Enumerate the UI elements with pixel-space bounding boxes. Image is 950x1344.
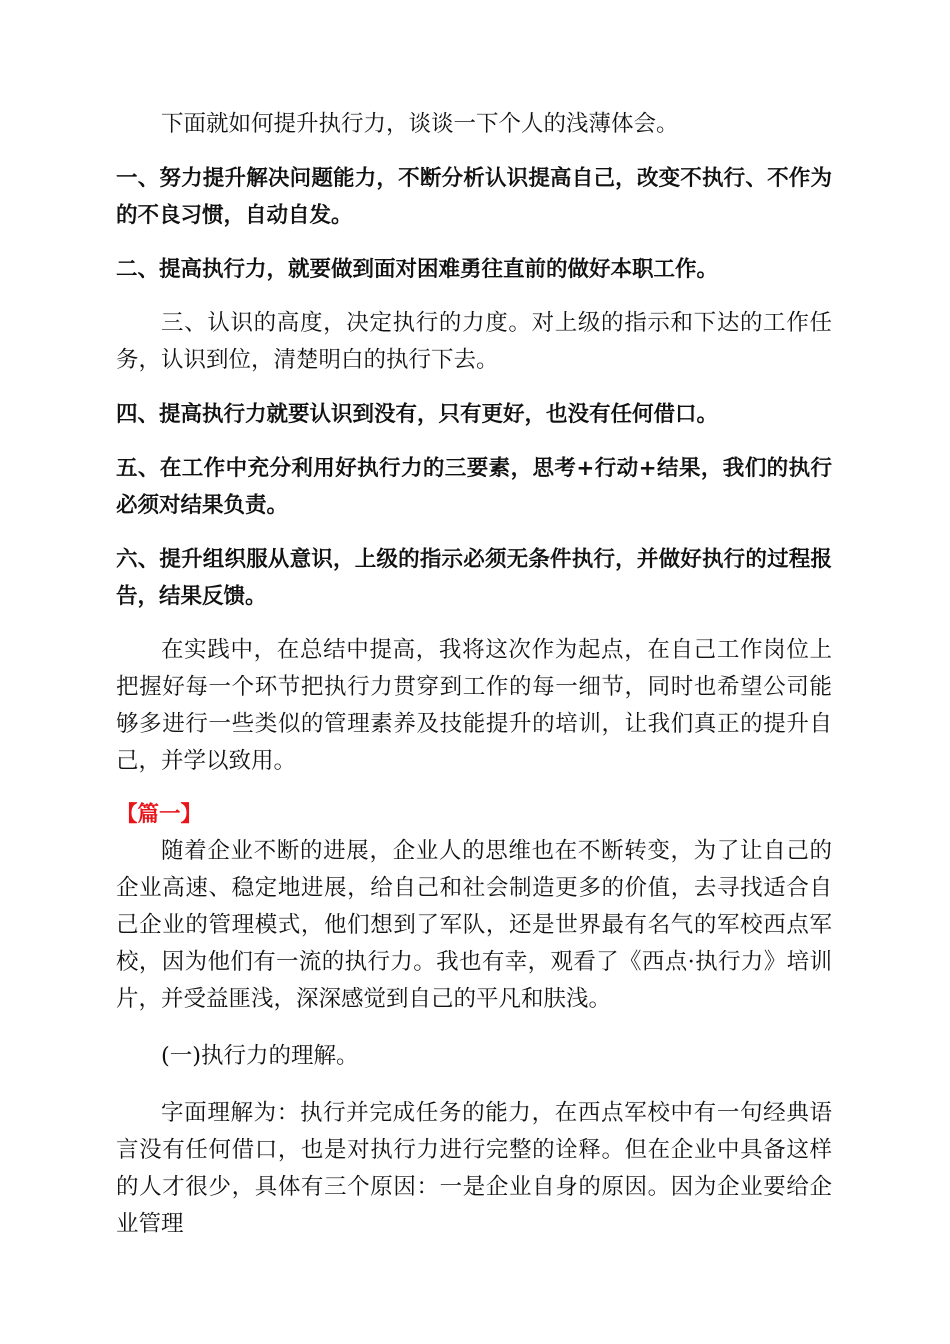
document-page [116, 106, 832, 1243]
paragraph-definition: 字面理解为：执行并完成任务的能力，在西点军校中有一句经典语言没有任何借口，也是对执行力进行完整的诠释。但在企业中具备这样的人才很少，具体有三个原因：一是企业自身的原因。因为企业要给企业管理 [116, 1100, 832, 1237]
paragraph-section-body: 随着企业不断的进展，企业人的思维也在不断转变，为了让自己的企业高速、稳定地进展，给自己和社会制造更多的价值，去寻找适合自己企业的管理模式，他们想到了军队，还是世界最有名气的军校西点军校，因为他们有一流的执行力。我也有幸，观看了《西点·执行力》培训片，并受益匪浅，深深感觉到自己的平凡和肤浅。 [116, 838, 832, 1012]
paragraph-subheading: (一)执行力的理解。 [161, 1043, 359, 1069]
paragraph-point-6: 六、提升组织服从意识，上级的指示必须无条件执行，并做好执行的过程报告，结果反馈。 [116, 547, 832, 609]
paragraph-intro: 下面就如何提升执行力，谈谈一下个人的浅薄体会。 [161, 111, 679, 137]
paragraph-point-3: 三、认识的高度，决定执行的力度。对上级的指示和下达的工作任务，认识到位，清楚明白的执行下去。 [116, 310, 832, 373]
paragraph-point-1: 一、努力提升解决问题能力，不断分析认识提高自己，改变不执行、不作为的不良习惯，自动自发。 [116, 166, 832, 228]
section-heading: 【篇一】 [116, 802, 203, 827]
paragraph-point-2: 二、提高执行力，就要做到面对困难勇往直前的做好本职工作。 [116, 257, 719, 282]
paragraph-conclusion: 在实践中，在总结中提高，我将这次作为起点，在自己工作岗位上把握好每一个环节把执行力贯穿到工作的每一细节，同时也希望公司能够多进行一些类似的管理素养及技能提升的培训，让我们真正的提升自己，并学以致用。 [116, 637, 832, 774]
paragraph-point-4: 四、提高执行力就要认识到没有，只有更好，也没有任何借口。 [116, 402, 719, 427]
paragraph-point-5: 五、在工作中充分利用好执行力的三要素，思考+行动+结果，我们的执行必须对结果负责。 [116, 456, 832, 518]
